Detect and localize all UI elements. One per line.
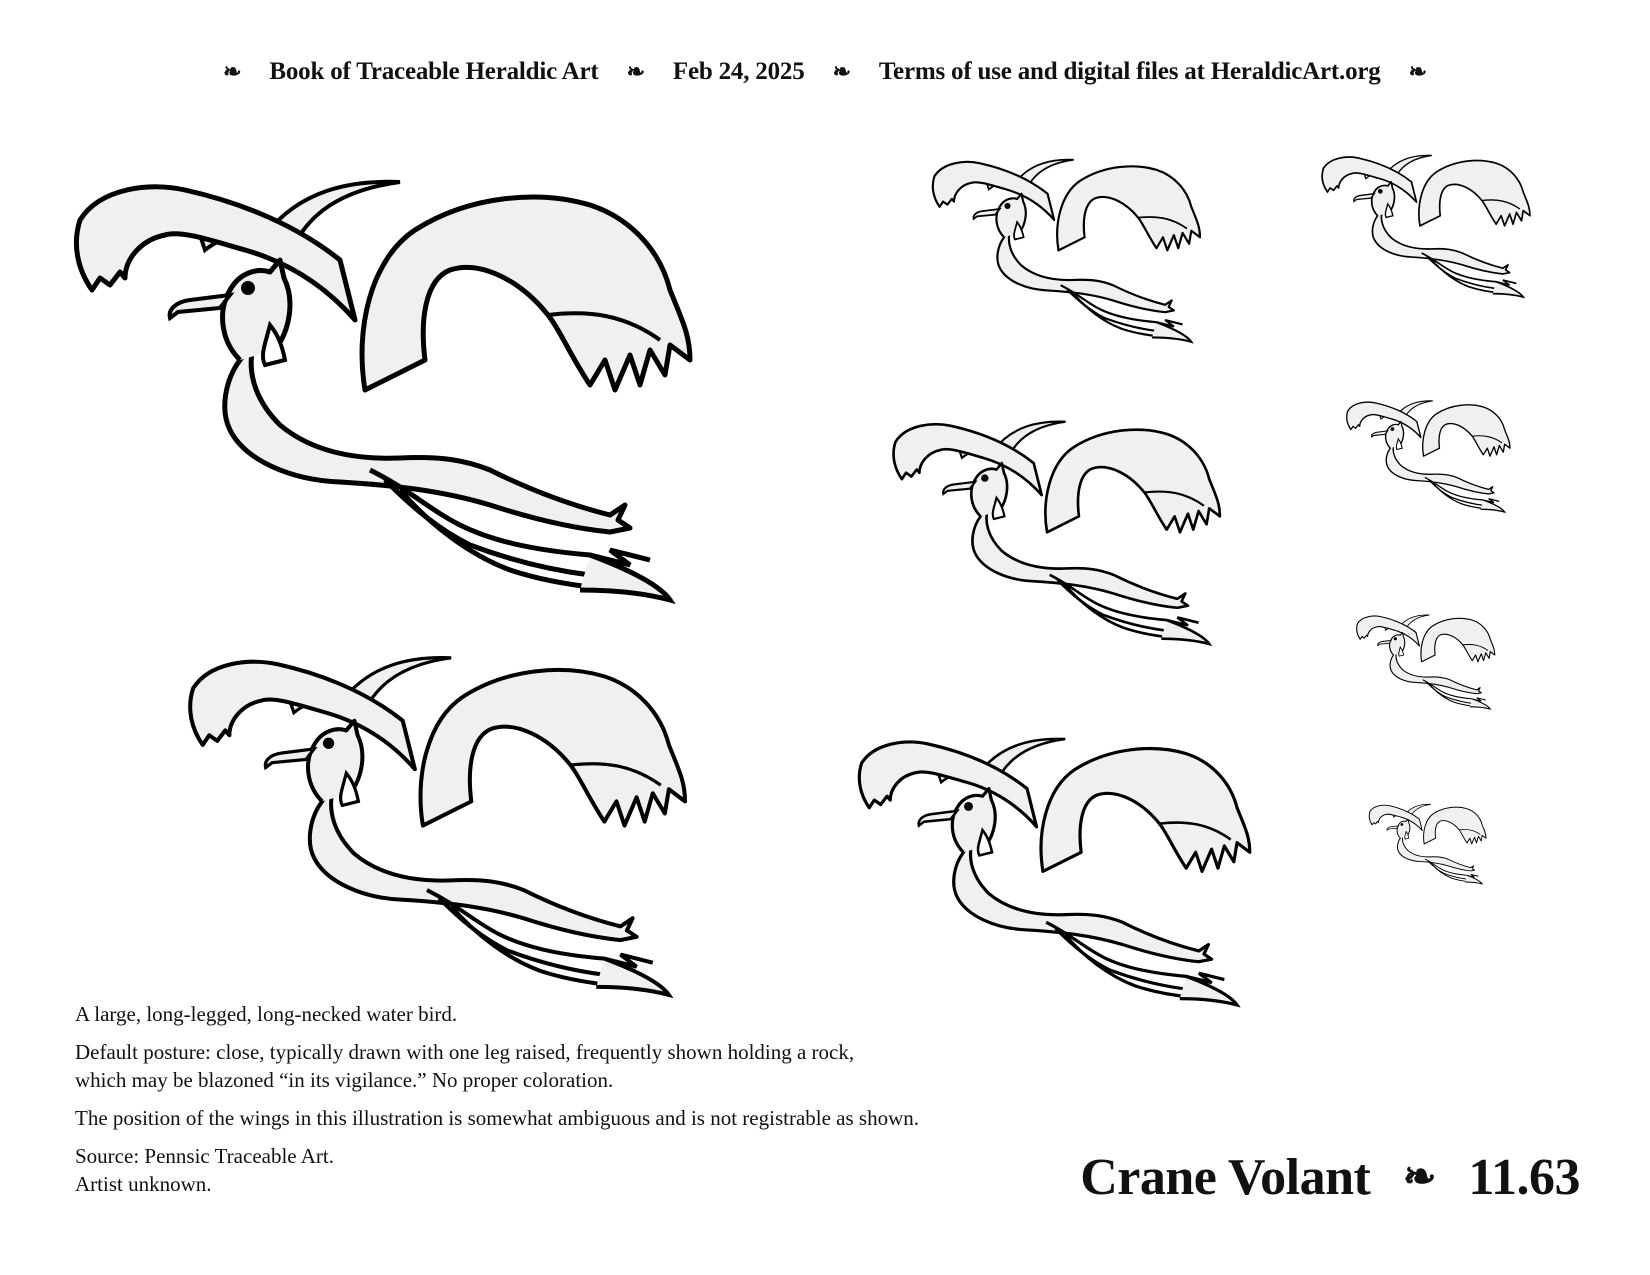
crane-figure-small-1 (1320, 148, 1530, 297)
posture-line-1: Default posture: close, typically drawn with one leg raised, frequently shown holding a rock, (75, 1040, 855, 1064)
book-title: Book of Traceable Heraldic Art (269, 58, 599, 85)
crane-figure-small-4 (1368, 800, 1486, 884)
crane-figure-large-2 (185, 640, 685, 995)
crane-figure-large-1 (70, 160, 690, 600)
source-text: Source: Pennsic Traceable Art. (75, 1144, 334, 1168)
fleuron-ornament: ❧ (1408, 59, 1427, 84)
fleuron-ornament: ❧ (1402, 1154, 1436, 1199)
wing-note-text: The position of the wings in this illustration is somewhat ambiguous and is not registrable as shown. (75, 1106, 919, 1130)
header-date: Feb 24, 2025 (672, 58, 805, 85)
definition-text: A large, long-legged, long-necked water bird. (75, 1002, 458, 1026)
posture-text (75, 1038, 1175, 1094)
fleuron-ornament: ❧ (626, 59, 645, 84)
page-header (0, 58, 1650, 86)
terms-of-use: Terms of use and digital files at HeraldicArt.org (878, 58, 1381, 85)
crane-figure-medium-2 (890, 410, 1220, 644)
source-credit (75, 1142, 1175, 1198)
plate-title (1080, 1148, 1580, 1207)
crane-figure-medium-1 (930, 150, 1200, 342)
description-block (75, 1000, 1175, 1208)
plate-number: 11.63 (1468, 1149, 1580, 1206)
plate-name: Crane Volant (1080, 1149, 1371, 1206)
fleuron-ornament: ❧ (223, 59, 242, 84)
artist-text: Artist unknown. (75, 1172, 212, 1196)
crane-figure-small-3 (1355, 610, 1495, 709)
crane-figure-small-2 (1345, 395, 1510, 512)
fleuron-ornament: ❧ (832, 59, 851, 84)
crane-figure-medium-3 (855, 725, 1250, 1005)
posture-line-2: which may be blazoned “in its vigilance.” No proper coloration. (75, 1068, 614, 1092)
